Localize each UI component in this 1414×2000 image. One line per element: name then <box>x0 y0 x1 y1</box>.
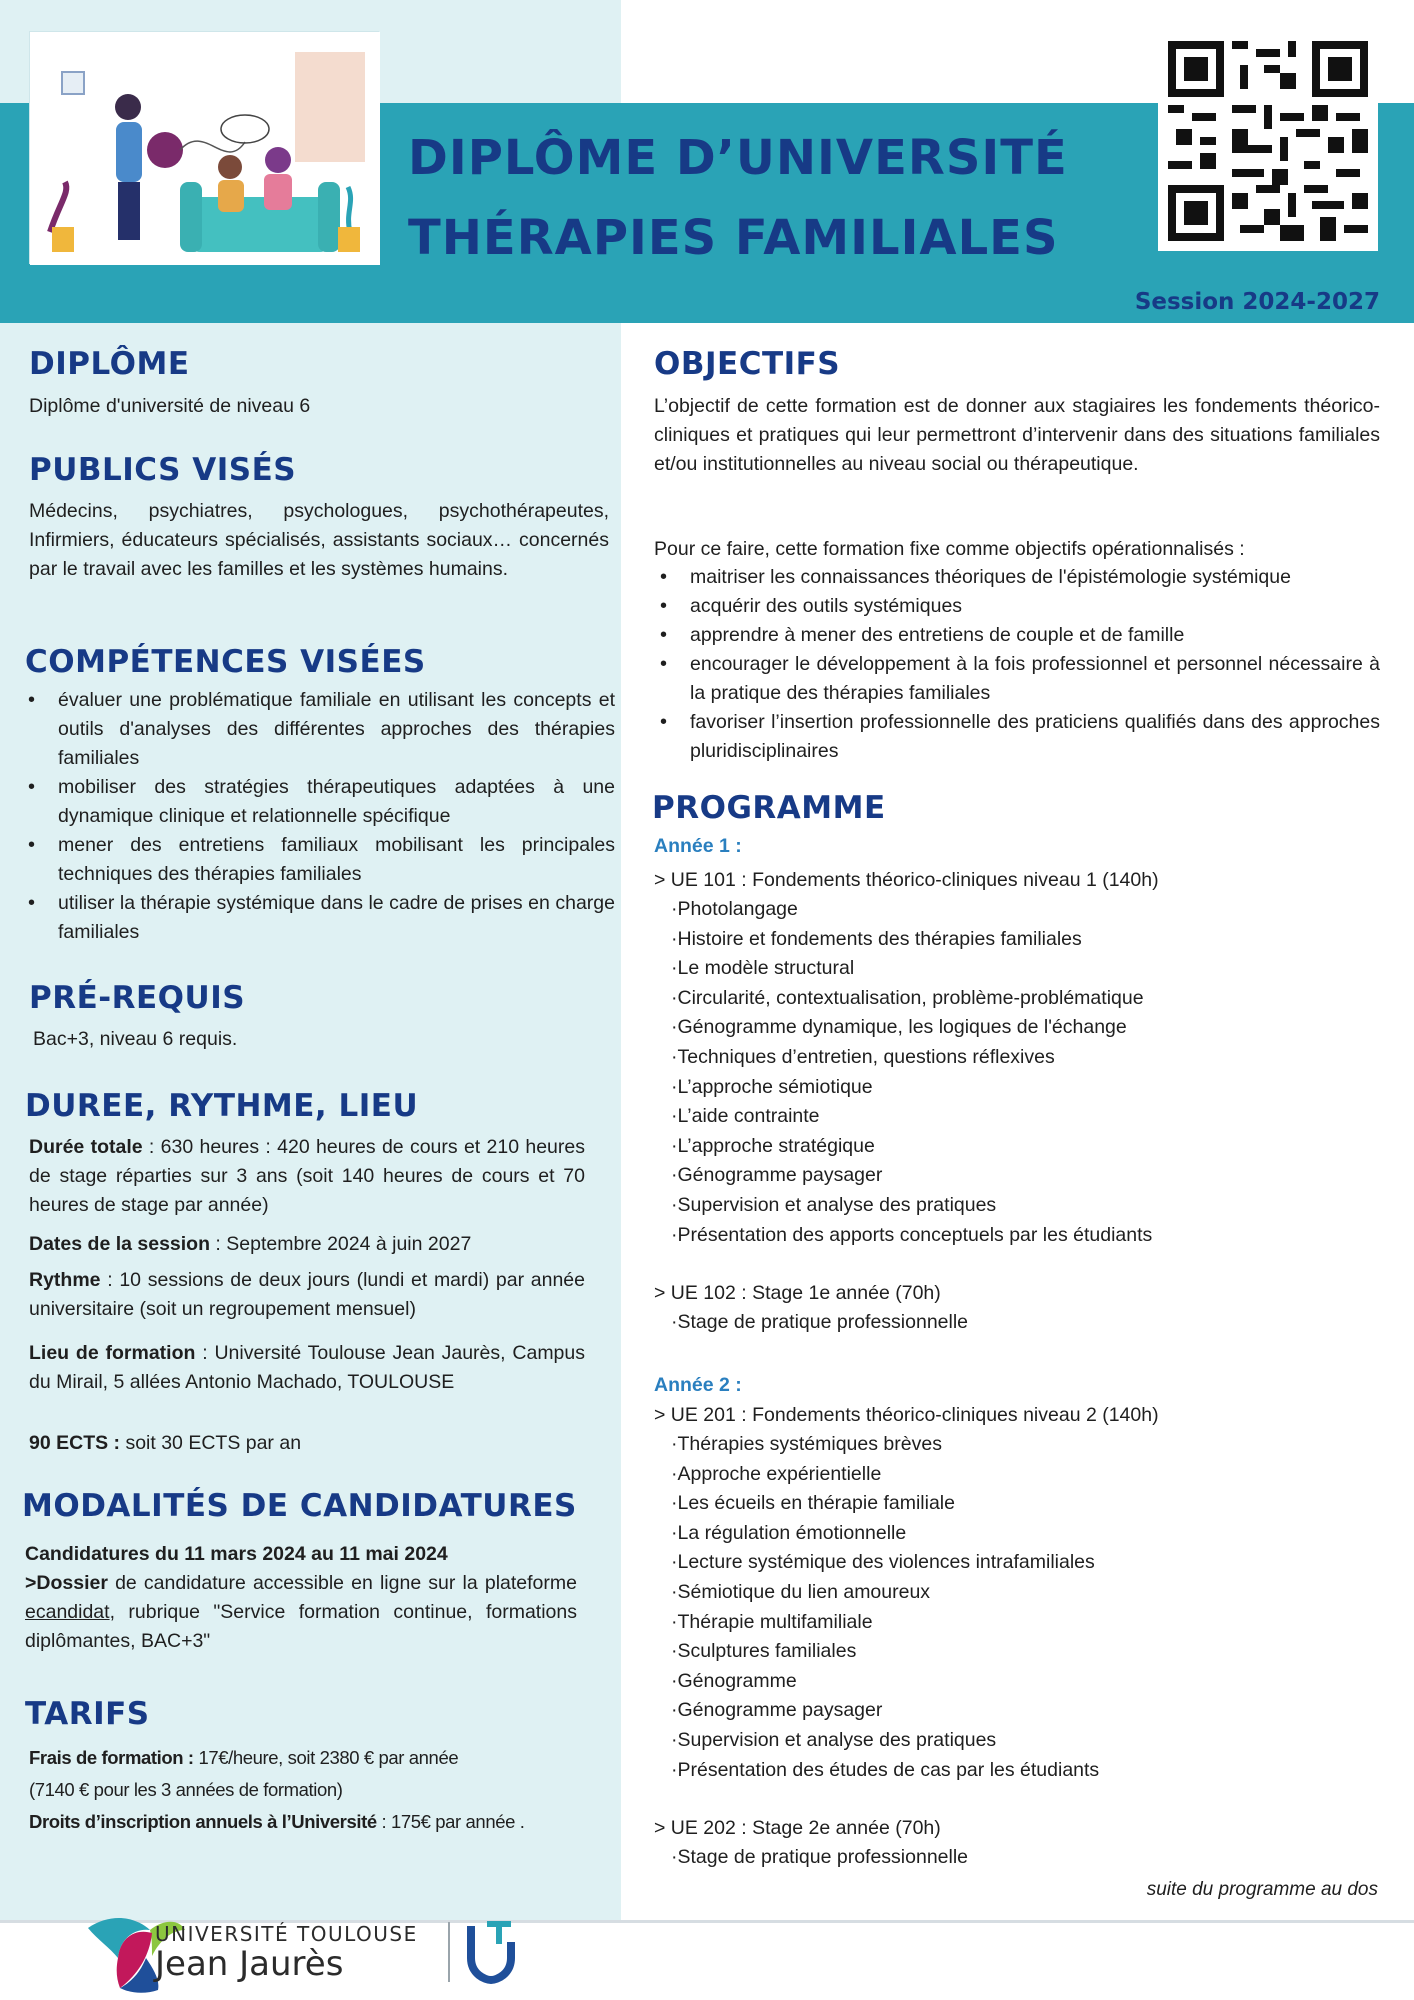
objectifs-title: OBJECTIFS <box>654 346 841 382</box>
publics-title: PUBLICS VISÉS <box>29 452 297 488</box>
ue101-item: ·Génogramme dynamique, les logiques de l'échange <box>671 1016 1127 1039</box>
dates-label: Dates de la session <box>29 1233 211 1255</box>
qr-code-image <box>1168 41 1368 241</box>
competences-list <box>24 686 615 947</box>
main-title-line2: THÉRAPIES FAMILIALES <box>408 210 1059 266</box>
prerequis-text: Bac+3, niveau 6 requis. <box>33 1028 238 1050</box>
ue201-item: ·Supervision et analyse des pratiques <box>671 1728 997 1751</box>
programme-year2 <box>654 1401 1380 1872</box>
candidatures-dates <box>25 1540 577 1569</box>
session-label: Session 2024-2027 <box>1134 289 1380 315</box>
droits-line <box>29 1806 609 1838</box>
ue101-item: ·Présentation des apports conceptuels par les étudiants <box>671 1223 1153 1246</box>
ue101-item: ·Photolangage <box>671 898 798 920</box>
year1-label: Année 1 : <box>654 835 742 857</box>
ue201-item: ·Sculptures familiales <box>671 1640 857 1663</box>
prerequis-title: PRÉ-REQUIS <box>29 980 246 1016</box>
logo-line1: UNIVERSITÉ TOULOUSE <box>155 1922 418 1946</box>
objectifs-list <box>656 563 1380 766</box>
frais-note: (7140 € pour les 3 années de formation) <box>29 1779 343 1800</box>
diplome-text: Diplôme d'université de niveau 6 <box>29 395 311 417</box>
modalites-title: MODALITÉS DE CANDIDATURES <box>22 1488 577 1524</box>
tarifs-title: TARIFS <box>25 1696 150 1732</box>
logo-separator <box>448 1922 450 1982</box>
dossier-text2: , rubrique "Service formation continue, formations diplômantes, BAC+3" <box>25 1601 577 1652</box>
competence-item: • mobiliser des stratégies thérapeutiques adaptées à une dynamique clinique et relationnelle spécifique <box>24 773 615 831</box>
family-therapy-illustration <box>29 31 379 264</box>
ut-monogram <box>465 1918 517 1984</box>
ue101-item: ·L’approche stratégique <box>671 1134 875 1157</box>
ue202-title: > UE 202 : Stage 2e année (70h) <box>654 1817 941 1840</box>
ue201-item: ·Présentation des études de cas par les étudiants <box>671 1758 1100 1781</box>
competences-title: COMPÉTENCES VISÉES <box>25 644 426 680</box>
ue201-item: ·Thérapie multifamiliale <box>671 1610 873 1633</box>
ue201-item: ·Thérapies systémiques brèves <box>671 1433 942 1455</box>
objectifs-lead: Pour ce faire, cette formation fixe comme objectifs opérationnalisés : <box>654 538 1245 560</box>
lieu <box>29 1339 585 1397</box>
droits-label: Droits d’inscription annuels à l’Université <box>29 1811 377 1832</box>
lieu-text: : Université Toulouse Jean Jaurès, Campus du Mirail, 5 allées Antonio Machado, TOULOUSE <box>29 1342 585 1393</box>
university-logo <box>80 1908 530 2000</box>
objectif-item: • acquérir des outils systémiques <box>656 592 1380 621</box>
ue102-item: ·Stage de pratique professionnelle <box>671 1311 969 1334</box>
objectif-item: • favoriser l’insertion professionnelle des praticiens qualifiés dans des approches pluridisciplinaires <box>656 708 1380 766</box>
ue101-list <box>654 895 1380 1250</box>
main-title <box>408 118 1068 278</box>
rythme <box>29 1266 585 1324</box>
year2-label: Année 2 : <box>654 1374 742 1396</box>
ue201-item: ·Les écueils en thérapie familiale <box>671 1492 955 1515</box>
ue101-item: ·Techniques d’entretien, questions réflexives <box>671 1045 1055 1068</box>
ue201-title: > UE 201 : Fondements théorico-cliniques niveau 2 (140h) <box>654 1404 1159 1426</box>
objectif-item: • encourager le développement à la fois professionnel et personnel nécessaire à la pratique des thérapies familiales <box>656 650 1380 708</box>
objectifs-intro: L’objectif de cette formation est de donner aux stagiaires les fondements théorico-cliniques et pratiques qui leur permettront d’intervenir dans des situations familiales et/ou institutionnelles au niveau social ou thérapeutique. <box>654 395 1380 475</box>
ue101-item: ·Supervision et analyse des pratiques <box>671 1193 997 1216</box>
duree-title: DUREE, RYTHME, LIEU <box>25 1088 419 1124</box>
ue102-title: > UE 102 : Stage 1e année (70h) <box>654 1282 941 1305</box>
candidatures-label: Candidatures <box>25 1543 150 1565</box>
logo-line2: Jean Jaurès <box>155 1944 344 1984</box>
illustration-image <box>30 32 380 265</box>
competence-item: • utiliser la thérapie systémique dans le cadre de prises en charge familiales <box>24 889 615 947</box>
frais-label: Frais de formation : <box>29 1747 194 1768</box>
programme-title: PROGRAMME <box>652 790 886 826</box>
objectif-item: • maitriser les connaissances théoriques de l'épistémologie systémique <box>656 563 1380 592</box>
programme-year1 <box>654 866 1380 1337</box>
ue101-item: ·L’aide contrainte <box>671 1105 820 1128</box>
duree-totale-label: Durée totale <box>29 1136 143 1158</box>
diplome-title: DIPLÔME <box>29 346 190 382</box>
duree-totale <box>29 1133 585 1220</box>
ects-text: soit 30 ECTS par an <box>120 1432 302 1454</box>
ue201-list <box>654 1430 1380 1785</box>
ue201-item: ·Sémiotique du lien amoureux <box>671 1580 931 1603</box>
tarifs-block <box>29 1742 609 1838</box>
ue201-item: ·Génogramme <box>671 1669 797 1692</box>
ue201-item: ·Approche expérientielle <box>671 1462 882 1485</box>
dossier-candidature <box>25 1569 577 1656</box>
rythme-label: Rythme <box>29 1269 101 1291</box>
qr-code[interactable] <box>1158 31 1378 251</box>
ue202-item: ·Stage de pratique professionnelle <box>671 1846 969 1869</box>
dates-session <box>29 1230 585 1259</box>
duree-totale-text: : 630 heures : 420 heures de cours et 210 heures de stage réparties sur 3 ans (soit 140 heures de cours et 70 heures de stage par année) <box>29 1136 585 1216</box>
ue201-item: ·Lecture systémique des violences intrafamiliales <box>671 1551 1095 1574</box>
candidatures-text: du 11 mars 2024 au 11 mai 2024 <box>149 1543 448 1565</box>
dossier-label: >Dossier <box>25 1572 108 1594</box>
dates-text: : Septembre 2024 à juin 2027 <box>210 1233 472 1255</box>
suite-programme-note: suite du programme au dos <box>1146 1879 1378 1900</box>
ue201-item: ·Génogramme paysager <box>671 1699 883 1722</box>
publics-text: Médecins, psychiatres, psychologues, psychothérapeutes, Infirmiers, éducateurs spécialisés, assistants sociaux… concernés par le travail avec les familles et les systèmes humains. <box>29 500 609 580</box>
dossier-text1: de candidature accessible en ligne sur la plateforme <box>107 1572 577 1594</box>
competence-item: • mener des entretiens familiaux mobilisant les principales techniques des thérapies familiales <box>24 831 615 889</box>
ecandidat-link[interactable]: ecandidat <box>25 1601 110 1623</box>
ue201-item: ·La régulation émotionnelle <box>671 1521 907 1544</box>
frais-line <box>29 1742 609 1774</box>
ue101-item: ·Histoire et fondements des thérapies familiales <box>671 927 1082 950</box>
lieu-label: Lieu de formation <box>29 1342 196 1364</box>
rythme-text: : 10 sessions de deux jours (lundi et mardi) par année universitaire (soit un regroupement mensuel) <box>29 1269 585 1320</box>
ue101-item: ·Circularité, contextualisation, problème-problématique <box>671 986 1144 1009</box>
ue101-item: ·Génogramme paysager <box>671 1164 883 1187</box>
main-title-line1: DIPLÔME D’UNIVERSITÉ <box>408 130 1068 186</box>
ue101-item: ·Le modèle structural <box>671 957 855 980</box>
ects-label: 90 ECTS : <box>29 1432 121 1454</box>
ue101-item: ·L’approche sémiotique <box>671 1075 873 1098</box>
frais-text: 17€/heure, soit 2380 € par année <box>193 1747 459 1768</box>
ects <box>29 1429 585 1458</box>
droits-text: : 175€ par année . <box>376 1811 525 1832</box>
ue101-title: > UE 101 : Fondements théorico-cliniques niveau 1 (140h) <box>654 869 1159 891</box>
competence-item: • évaluer une problématique familiale en utilisant les concepts et outils d'analyses des différentes approches des thérapies familiales <box>24 686 615 773</box>
objectif-item: • apprendre à mener des entretiens de couple et de famille <box>656 621 1380 650</box>
